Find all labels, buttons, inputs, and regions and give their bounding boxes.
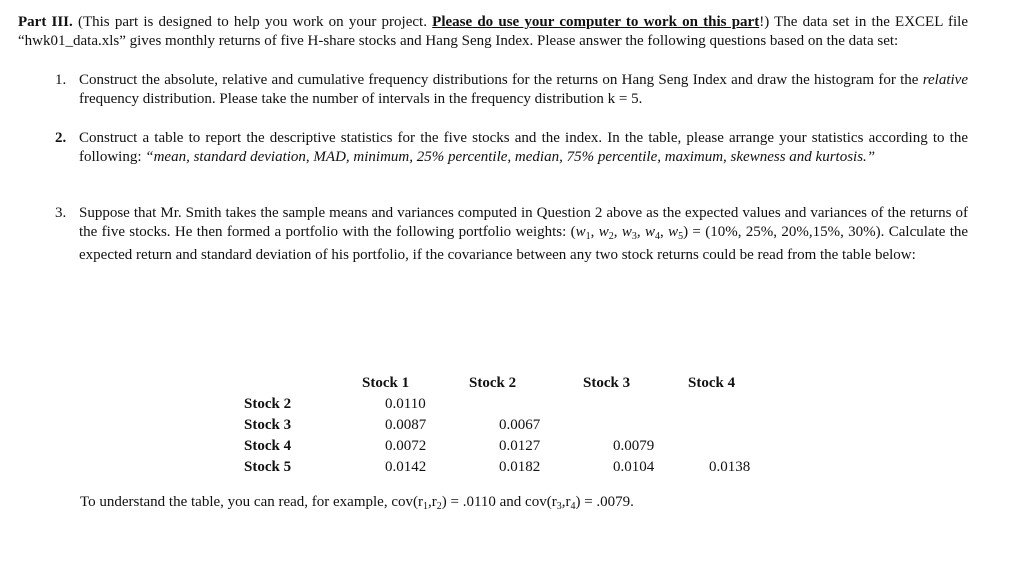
question-text-a: Suppose that Mr. Smith takes the sample means and variances computed in Question 2 above as the expected values and variances of the returns of the five stocks. He then formed a portfolio with the following portfolio weights: xyxy=(79,205,968,240)
table-cell: 0.0104 xyxy=(613,459,655,475)
question-1 xyxy=(55,71,968,109)
question-italic: relative xyxy=(922,72,968,88)
question-text-a: Construct a table to report the descriptive statistics for the five stocks and the index. In the table, please arrange your statistics according to the following: xyxy=(79,130,968,165)
question-number: 3. xyxy=(55,205,67,221)
question-text-b: . Calculate the expected return and standard deviation of his portfolio, if the covariance between any two stock returns could be read from the table below: xyxy=(79,224,969,263)
part-title: Part III. xyxy=(18,14,73,30)
weights-formula: ($w_1$, $w_2$, $w_3$, $w_4$, $w_5) = (10\%$, 25%, 20%,15%, 30%) xyxy=(570,224,881,242)
table-cell: 0.0087 xyxy=(385,417,427,433)
row-header-stock-4: Stock 4 xyxy=(244,438,292,454)
table-note: To understand the table, you can read, for example, $cov(r_1,r_2) = .0110$ and $cov(r_3,r_4) = .0079$. xyxy=(80,494,634,512)
question-italic: “mean, standard deviation, MAD, minimum, 25% percentile, median, 75% percentile, maximum, skewness and kurtosis.” xyxy=(145,149,876,165)
row-header-stock-3: Stock 3 xyxy=(244,417,292,433)
intro-emphasis: Please do use your computer to work on this part xyxy=(432,14,760,30)
question-text-b: frequency distribution. Please take the number of intervals in the frequency distribution k = 5. xyxy=(79,91,643,107)
document-page xyxy=(18,13,968,265)
table-cell: 0.0138 xyxy=(709,459,751,475)
row-header-stock-2: Stock 2 xyxy=(244,396,292,412)
part-intro xyxy=(18,13,968,51)
table-cell: 0.0067 xyxy=(499,417,541,433)
row-header-stock-5: Stock 5 xyxy=(244,459,292,475)
table-cell: 0.0110 xyxy=(385,396,426,412)
intro-text-b: !) The data set in the EXCEL file “hwk01_data.xls” gives monthly returns of five H-share stocks and Hang Seng Index. Please answer the following questions based on the data set: xyxy=(18,14,969,49)
question-number: 1. xyxy=(55,72,67,88)
weights-value: (10%, 25%, 20%,15%, 30%) xyxy=(705,224,881,240)
col-header-stock-1: Stock 1 xyxy=(362,375,410,391)
question-3 xyxy=(55,204,968,265)
table-cell: 0.0072 xyxy=(385,438,427,454)
table-cell: 0.0127 xyxy=(499,438,541,454)
question-2 xyxy=(55,129,968,167)
col-header-stock-3: Stock 3 xyxy=(583,375,631,391)
question-number: 2. xyxy=(55,130,67,146)
table-cell: 0.0079 xyxy=(613,438,655,454)
col-header-stock-4: Stock 4 xyxy=(688,375,736,391)
table-cell: 0.0142 xyxy=(385,459,427,475)
question-text-a: Construct the absolute, relative and cumulative frequency distributions for the returns on Hang Seng Index and draw the histogram for the xyxy=(79,72,923,88)
table-cell: 0.0182 xyxy=(499,459,541,475)
col-header-stock-2: Stock 2 xyxy=(469,375,517,391)
intro-text-a: (This part is designed to help you work on your project. xyxy=(72,14,433,30)
